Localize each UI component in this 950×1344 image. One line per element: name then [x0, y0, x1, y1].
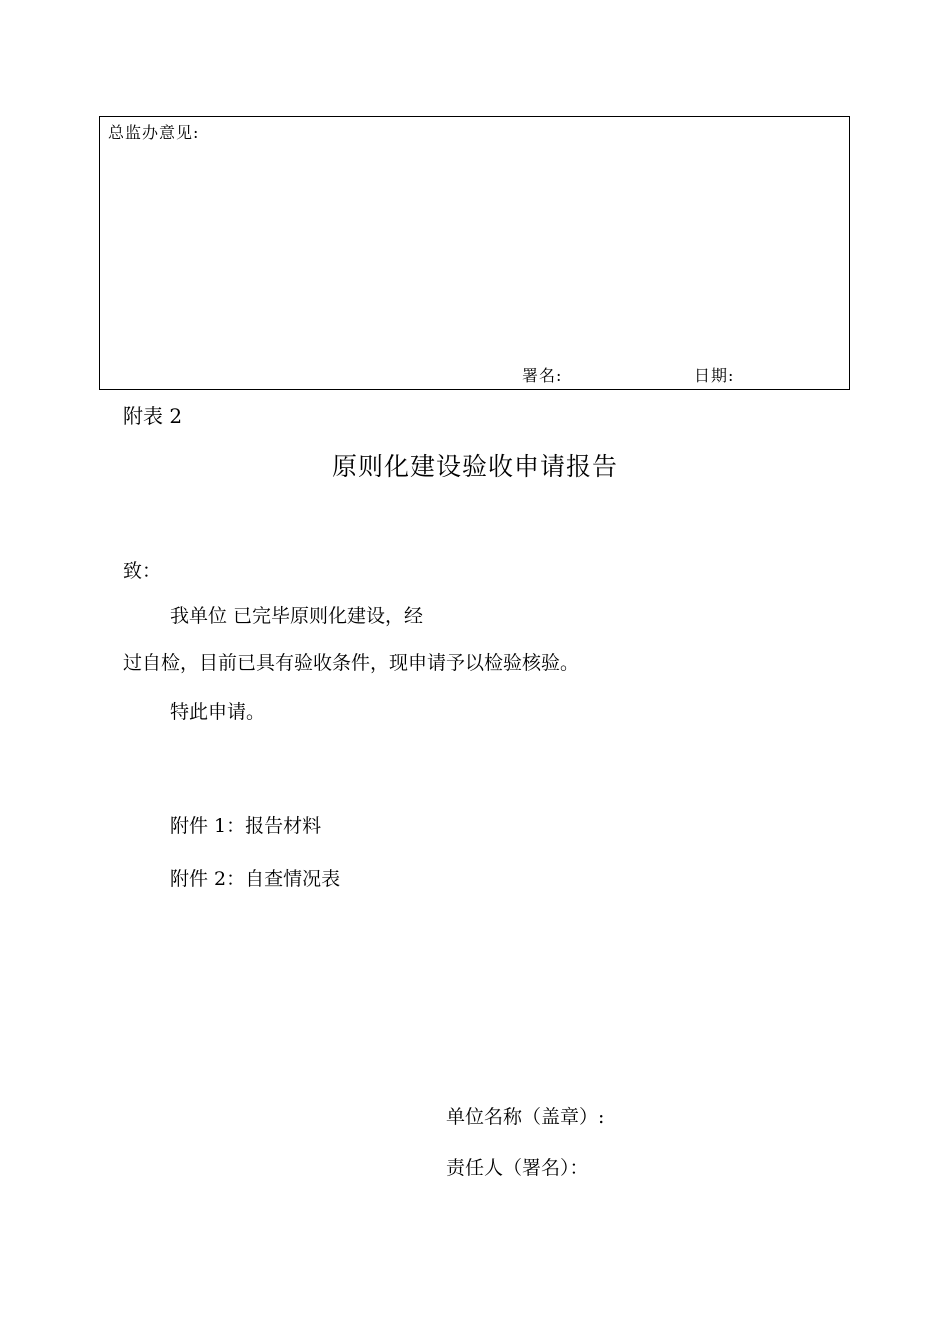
unit-name-seal-label: 单位名称（盖章）:: [446, 1106, 605, 1128]
body-paragraph-line-1: 我单位 已完毕原则化建设，经: [170, 605, 424, 627]
opinion-date-label: 日期:: [694, 366, 735, 385]
attachment-table-number: 附表 2: [123, 404, 183, 428]
attachment-item-2: 附件 2：自查情况表: [170, 868, 341, 890]
attachment-item-1: 附件 1：报告材料: [170, 815, 322, 837]
supervisor-opinion-box: [99, 116, 850, 390]
addressee-line: 致：: [123, 560, 162, 582]
supervisor-opinion-label: 总监办意见:: [108, 123, 200, 142]
document-title: 原则化建设验收申请报告: [331, 452, 618, 481]
body-paragraph-line-2: 过自检，目前已具有验收条件，现申请予以检验核验。: [123, 652, 580, 674]
responsible-person-label: 责任人（署名）：: [446, 1157, 589, 1179]
opinion-signature-label: 署名:: [522, 366, 563, 385]
closing-sentence: 特此申请。: [170, 701, 266, 723]
